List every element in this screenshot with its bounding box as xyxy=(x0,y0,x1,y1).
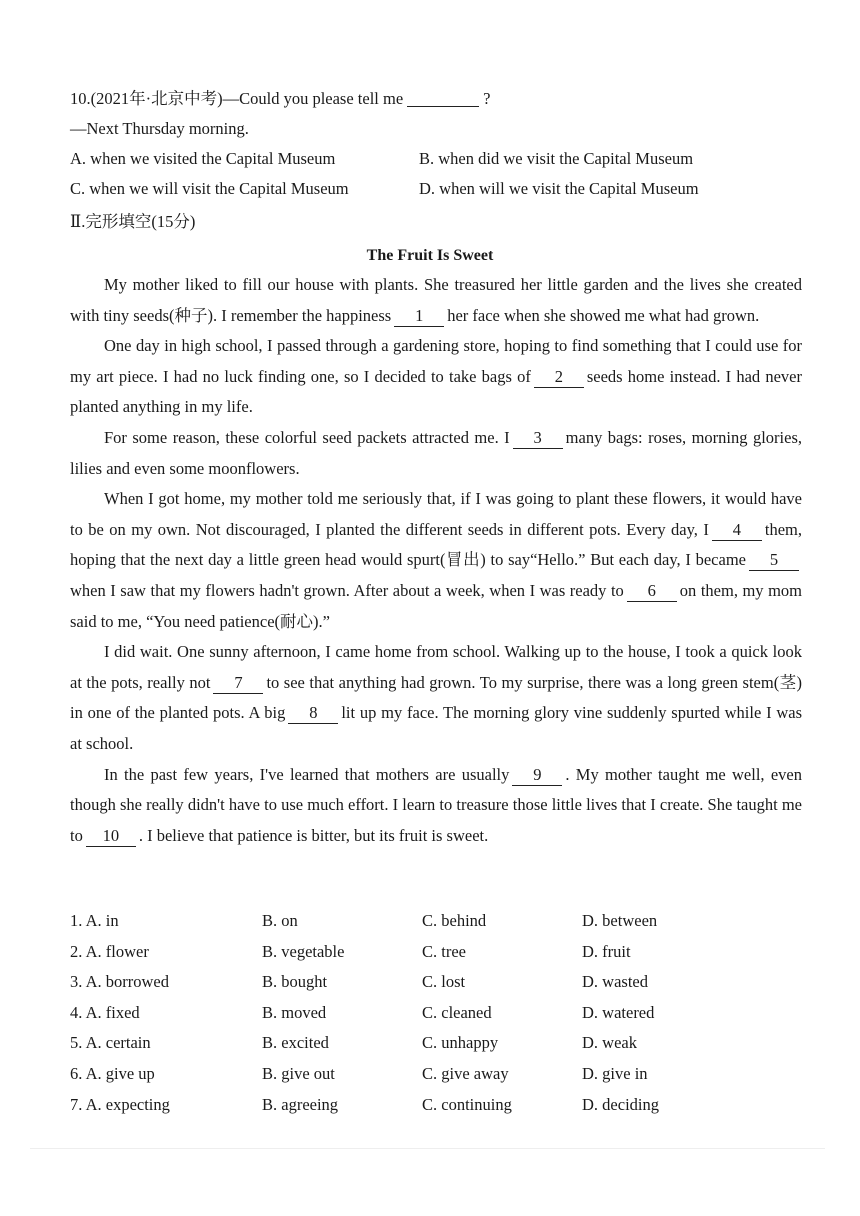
option-6d: D. give in xyxy=(582,1063,648,1083)
paragraph-text: seeds home instead. I had never planted anything in my life. xyxy=(70,366,802,417)
paragraph-text: . My mother taught me well, even though she really didn't have to use much effort. I learn to treasure those little lives that I create. She taught me to xyxy=(70,764,802,845)
page-divider xyxy=(30,1148,825,1149)
paragraph-text: her face when she showed me what had grown. xyxy=(447,305,760,325)
paragraph-text: For some reason, these colorful seed packets attracted me. I xyxy=(104,427,510,447)
option-row-2 xyxy=(70,937,810,968)
section-title: Ⅱ.完形填空(15分) xyxy=(70,212,196,231)
option-row-1 xyxy=(70,906,810,937)
blank-8: 8 xyxy=(288,703,338,724)
paragraph-4 xyxy=(70,484,802,637)
blank-5: 5 xyxy=(749,550,799,571)
option-3a: 3. A. borrowed xyxy=(70,972,169,992)
option-7b: B. agreeing xyxy=(262,1094,339,1114)
paragraph-text: My mother liked to fill our house with plants. She treasured her little garden and the lives she created with tiny seeds(种子). I remember the happiness xyxy=(70,275,802,325)
option-row-7 xyxy=(70,1090,810,1121)
paragraph-text: on them, my mom said to me, “You need patience(耐心).” xyxy=(70,580,803,631)
option-6c: C. give away xyxy=(422,1063,509,1083)
paragraph-text: them, hoping that the next day a little green head would spurt(冒出) to say“Hello.” But each day, I became xyxy=(70,519,802,570)
paragraph-text: lit up my face. The morning glory vine suddenly spurted while I was at school. xyxy=(70,703,802,753)
question-10-options-row-2 xyxy=(70,174,810,204)
paragraph-text: One day in high school, I passed through a gardening store, hoping to find something that I could use for my art piece. I had no luck finding one, so I decided to take bags of xyxy=(70,336,802,386)
question-10-response: —Next Thursday morning. xyxy=(70,119,249,138)
blank-3: 3 xyxy=(513,428,563,449)
question-10-option-a: A. when we visited the Capital Museum xyxy=(70,149,336,168)
option-row-6 xyxy=(70,1059,810,1090)
option-4c: C. cleaned xyxy=(422,1002,492,1022)
paragraph-text: I did wait. One sunny afternoon, I came home from school. Walking up to the house, I took a quick look at the pots, really not xyxy=(70,642,802,692)
question-10-suffix: ? xyxy=(483,89,491,108)
paragraph-3 xyxy=(70,423,802,484)
option-4d: D. watered xyxy=(582,1002,655,1022)
paragraph-6 xyxy=(70,760,802,852)
blank-4: 4 xyxy=(712,520,762,541)
blank-6: 6 xyxy=(627,581,677,602)
cloze-passage xyxy=(70,270,802,851)
paragraph-text: When I got home, my mother told me seriously that, if I was going to plant these flowers, it would have to be on my own. Not discouraged, I planted the different seeds in different pots. Every day, I xyxy=(70,489,802,539)
paragraph-text: when I saw that my flowers hadn't grown. After about a week, when I was ready to xyxy=(70,580,624,600)
paragraph-1 xyxy=(70,270,802,331)
question-10-stem xyxy=(70,84,810,114)
article-title: The Fruit Is Sweet xyxy=(366,247,494,264)
blank-7: 7 xyxy=(213,673,263,694)
question-10-option-b: B. when did we visit the Capital Museum xyxy=(419,149,694,168)
option-4a: 4. A. fixed xyxy=(70,1002,140,1022)
blank-9: 9 xyxy=(512,765,562,786)
option-5d: D. weak xyxy=(582,1033,637,1053)
question-10-option-d: D. when will we visit the Capital Museum xyxy=(419,179,699,198)
blank-10: 10 xyxy=(86,826,136,847)
option-7c: C. continuing xyxy=(422,1094,512,1114)
option-1d: D. between xyxy=(582,911,658,930)
option-6b: B. give out xyxy=(262,1063,335,1083)
option-3d: D. wasted xyxy=(582,972,648,992)
option-4b: B. moved xyxy=(262,1002,327,1022)
option-row-3 xyxy=(70,967,810,998)
option-7d: D. deciding xyxy=(582,1094,659,1114)
question-10-options-row-1 xyxy=(70,144,810,174)
option-7a: 7. A. expecting xyxy=(70,1094,170,1114)
paragraph-2 xyxy=(70,331,802,423)
question-10 xyxy=(70,84,810,204)
option-1b: B. on xyxy=(262,911,298,930)
option-2a: 2. A. flower xyxy=(70,941,149,961)
option-row-5 xyxy=(70,1028,810,1059)
option-2d: D. fruit xyxy=(582,941,631,961)
cloze-options xyxy=(70,906,810,1120)
paragraph-text: many bags: roses, morning glories, lilies and even some moonflowers. xyxy=(70,427,802,478)
blank-2: 2 xyxy=(534,367,584,388)
question-10-blank xyxy=(407,88,479,107)
paragraph-text: In the past few years, I've learned that mothers are usually xyxy=(104,764,510,784)
option-2b: B. vegetable xyxy=(262,941,345,961)
option-1c: C. behind xyxy=(422,911,487,930)
option-5b: B. excited xyxy=(262,1033,329,1053)
option-3c: C. lost xyxy=(422,972,466,992)
option-5c: C. unhappy xyxy=(422,1033,499,1053)
option-1a: 1. A. in xyxy=(70,911,119,930)
paragraph-5 xyxy=(70,637,802,759)
option-row-4 xyxy=(70,998,810,1029)
option-2c: C. tree xyxy=(422,941,466,961)
question-10-prefix: 10.(2021年·北京中考)—Could you please tell me xyxy=(70,89,404,108)
option-6a: 6. A. give up xyxy=(70,1063,155,1083)
option-3b: B. bought xyxy=(262,972,328,992)
paragraph-text: to see that anything had grown. To my surprise, there was a long green stem(茎) in one of the planted pots. A big xyxy=(70,672,802,723)
question-10-option-c: C. when we will visit the Capital Museum xyxy=(70,179,349,198)
paragraph-text: . I believe that patience is bitter, but its fruit is sweet. xyxy=(138,825,489,845)
blank-1: 1 xyxy=(394,306,444,327)
option-5a: 5. A. certain xyxy=(70,1033,151,1053)
